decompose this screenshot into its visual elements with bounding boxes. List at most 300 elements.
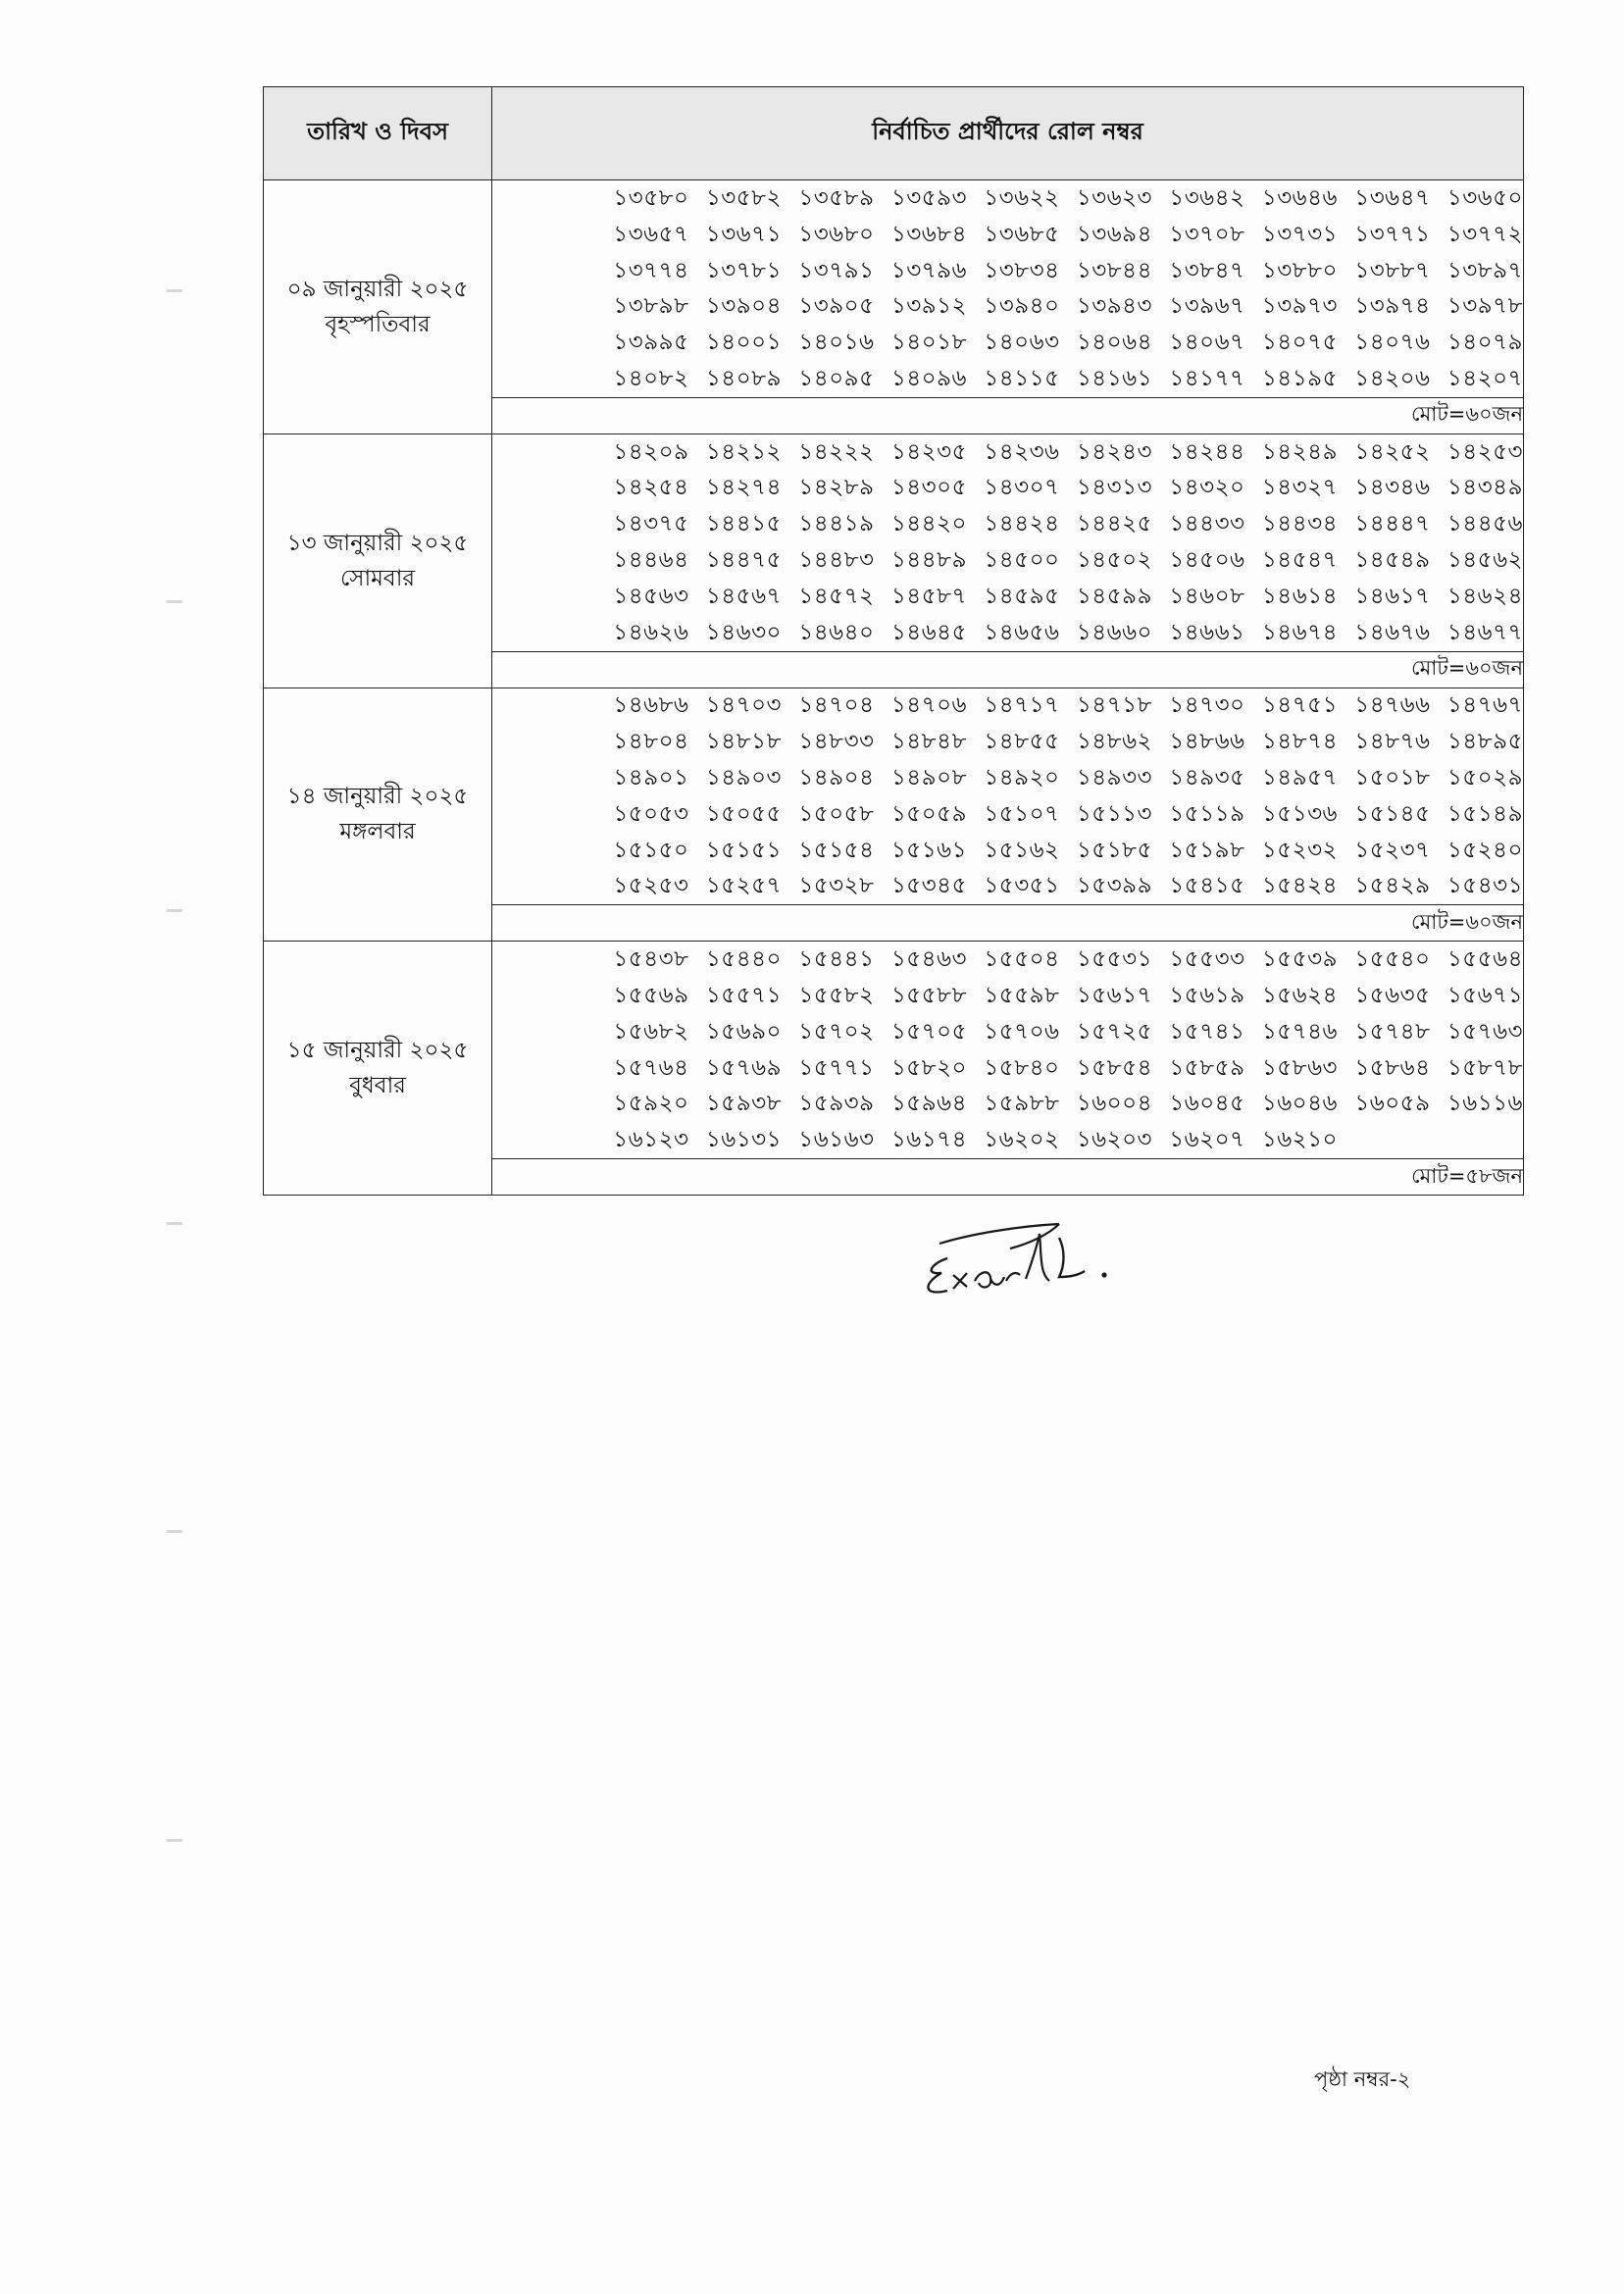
roll-number: ১৩৫৮২ (705, 184, 782, 211)
roll-number: ১৪৬৭৪ (1261, 619, 1338, 645)
roll-number: ১৫৯৬৪ (890, 1091, 967, 1117)
total-count (492, 651, 1523, 688)
roll-number: ১৪৮৭৬ (1354, 729, 1431, 755)
roll-number: ১৩৬৫৭ (613, 221, 689, 247)
roll-number: ১৩৬৪৬ (1261, 184, 1338, 211)
roll-number: ১৫৪৪১ (798, 946, 875, 973)
roll-number: ১৩৬৪২ (1169, 184, 1245, 211)
roll-number: ১৬২০৭ (1169, 1127, 1245, 1153)
roll-number: ১৩৭৭২ (1446, 221, 1523, 247)
roll-number: ১৪১১৫ (984, 365, 1060, 391)
roll-number: ১৫৩৪৫ (890, 873, 967, 899)
roll-number: ১৩৫৯৩ (890, 184, 967, 211)
roll-number: ১৪৬০৮ (1169, 583, 1245, 609)
roll-number: ১৫৭৬৯ (705, 1054, 782, 1081)
roll-number: ১৪৯০৪ (798, 765, 875, 791)
table-body (264, 180, 1524, 1196)
roll-number: ১৪২৭৪ (705, 475, 782, 501)
roll-number: ১৫৫৬৯ (613, 983, 689, 1009)
roll-number: ১৪০৭৬ (1354, 330, 1431, 356)
roll-row (596, 579, 1523, 615)
roll-number: ১৫৪৩৮ (613, 946, 689, 973)
exam-date: ১৫ জানুয়ারী ২০২৫ (286, 1038, 469, 1064)
roll-number: ১৩৮৯৮ (613, 293, 689, 320)
roll-row (596, 869, 1523, 905)
roll-number: ১৩৭৭৪ (613, 257, 689, 283)
signature-icon (912, 1204, 1128, 1312)
roll-number: ১৪৬২৪ (1446, 583, 1523, 609)
total-label: মোট=৬০জন (1411, 656, 1523, 681)
roll-number: ১৪০৮২ (613, 365, 689, 391)
roll-number: ১৪৫৪৯ (1354, 547, 1431, 574)
roll-number: ১৪৫৭২ (798, 583, 875, 609)
roll-number: ১৩৮৯৭ (1446, 257, 1523, 283)
roll-number: ১৬২০২ (984, 1127, 1060, 1153)
date-cell (264, 688, 492, 942)
roll-number: ১৫৫৭১ (705, 983, 782, 1009)
roll-row (596, 288, 1523, 325)
roll-number: ১৪৯২০ (984, 765, 1060, 791)
roll-number: ১৪৪৬৪ (613, 547, 689, 574)
date-cell (264, 942, 492, 1196)
roll-number: ১৪৯৩৫ (1169, 765, 1245, 791)
roll-number: ১৫৯৩৯ (798, 1091, 875, 1117)
roll-number: ১৪৫৬২ (1446, 547, 1523, 574)
roll-number: ১৫১৫০ (613, 837, 689, 863)
roll-row (596, 615, 1523, 651)
roll-number: ১৪৪৮৯ (890, 547, 967, 574)
total-label: মোট=৬০জন (1411, 402, 1523, 427)
roll-number: ১৪৪২৫ (1076, 511, 1152, 537)
roll-number: ১৪৩৪৯ (1446, 475, 1523, 501)
roll-number: ১৪৬৬১ (1169, 619, 1245, 645)
roll-number: ১৪০১৮ (890, 330, 967, 356)
roll-number: ১৪৩৪৬ (1354, 475, 1431, 501)
scan-speck (167, 289, 182, 292)
roll-number: ১৫৫৯৮ (984, 983, 1060, 1009)
roll-row (596, 833, 1523, 869)
roll-number: ১৩৮৮৭ (1354, 257, 1431, 283)
roll-number: ১৫৮৬৩ (1261, 1054, 1338, 1081)
roll-number: ১৫১৮৫ (1076, 837, 1152, 863)
roll-number: ১৩৭০৮ (1169, 221, 1245, 247)
roll-number: ১৩৯৭৪ (1354, 293, 1431, 320)
roll-number: ১৪৮৪৮ (890, 729, 967, 755)
roll-row (596, 796, 1523, 833)
scan-speck (167, 1222, 182, 1225)
roll-number: ১৪৯৫৭ (1261, 765, 1338, 791)
roll-number: ১৩৯০৫ (798, 293, 875, 320)
roll-number: ১৩৬৯৪ (1076, 221, 1152, 247)
roll-number: ১৪৮১৮ (705, 729, 782, 755)
roll-number: ১৪৭৬৬ (1354, 692, 1431, 719)
roll-number: ১৪৫৪৭ (1261, 547, 1338, 574)
roll-number: ১৫৪৩১ (1446, 873, 1523, 899)
roll-number: ১৪৯৩৩ (1076, 765, 1152, 791)
roll-number: ১৪১৯৫ (1261, 365, 1338, 391)
roll-number: ১৪৪১৫ (705, 511, 782, 537)
roll-number: ১৫৭৪১ (1169, 1018, 1245, 1045)
roll-number: ১৪৪৪৭ (1354, 511, 1431, 537)
roll-grid (596, 180, 1523, 397)
roll-number: ১৪৩০৫ (890, 475, 967, 501)
roll-number: ১৪৫৬৩ (613, 583, 689, 609)
roll-numbers-cell (492, 942, 1524, 1196)
roll-number: ১৪০০১ (705, 330, 782, 356)
roll-number: ১৫৭৬৪ (613, 1054, 689, 1081)
roll-number: ১৩৯৬৭ (1169, 293, 1245, 320)
roll-number: ১৫০৫৮ (798, 800, 875, 827)
roll-number: ১৩৬৮৫ (984, 221, 1060, 247)
roll-number: ১৩৯৪৩ (1076, 293, 1152, 320)
roll-number: ১৫১৫৪ (798, 837, 875, 863)
roll-number: ১৪৭৬৭ (1446, 692, 1523, 719)
roll-number: ১৪২০৬ (1354, 365, 1431, 391)
page-number: পৃষ্ঠা নম্বর-২ (1314, 2067, 1411, 2091)
roll-number: ১৪২২২ (798, 438, 875, 465)
roll-number: ১৫৬১৯ (1169, 983, 1245, 1009)
roll-number: ১৩৭৯৬ (890, 257, 967, 283)
roll-number: ১৪১৬১ (1076, 365, 1152, 391)
roll-number: ১৫৮৬৪ (1354, 1054, 1431, 1081)
roll-number: ১৪৪৮৩ (798, 547, 875, 574)
roll-number: ১৪২৫৪ (613, 475, 689, 501)
roll-row (596, 325, 1523, 361)
roll-number: ১৫৭৪৬ (1261, 1018, 1338, 1045)
roll-number: ১৪০৭৯ (1446, 330, 1523, 356)
roll-number: ১৬২১০ (1261, 1127, 1338, 1153)
exam-date: ১৩ জানুয়ারী ২০২৫ (286, 530, 469, 556)
roll-number: ১৬০৫৯ (1354, 1091, 1431, 1117)
roll-number: ১৩৬৮৪ (890, 221, 967, 247)
roll-number: ১৬০৪৬ (1261, 1091, 1338, 1117)
roll-number: ১৫১৬২ (984, 837, 1060, 863)
roll-number: ১৪৬৪৫ (890, 619, 967, 645)
roll-number: ১৩৬২৩ (1076, 184, 1152, 211)
roll-number: ১৪২৪৯ (1261, 438, 1338, 465)
roll-number: ১৪৩৭৫ (613, 511, 689, 537)
roll-number: ১৪৭৩০ (1169, 692, 1245, 719)
roll-number: ১৫৭৭১ (798, 1054, 875, 1081)
roll-number: ১৪৬৮৬ (613, 692, 689, 719)
roll-number: ১৪৯০১ (613, 765, 689, 791)
roll-number: ১৬০০৪ (1076, 1091, 1152, 1117)
roll-row (596, 506, 1523, 542)
roll-number: ১৪০৭৫ (1261, 330, 1338, 356)
roll-number: ১৪০৬৭ (1169, 330, 1245, 356)
roll-number: ১৪২৩৬ (984, 438, 1060, 465)
roll-number: ১৫৮২০ (890, 1054, 967, 1081)
roll-number: ১৩৮৮০ (1261, 257, 1338, 283)
roll-number: ১৫১১৩ (1076, 800, 1152, 827)
roll-row (596, 542, 1523, 579)
roll-number: ১৩৮৩৪ (984, 257, 1060, 283)
roll-number: ১৫৭২৫ (1076, 1018, 1152, 1045)
roll-number: ১৩৭৩১ (1261, 221, 1338, 247)
roll-number: ১৩৫৮০ (613, 184, 689, 211)
roll-number: ১৪৭০৩ (705, 692, 782, 719)
roll-number: ১৪২০৯ (613, 438, 689, 465)
roll-number: ১৪৬১৪ (1261, 583, 1338, 609)
date-group-row (264, 433, 1524, 688)
roll-number: ১৪০৬৪ (1076, 330, 1152, 356)
roll-number: ১৪২৮৯ (798, 475, 875, 501)
roll-number: ১৪২০৭ (1446, 365, 1523, 391)
roll-number: ১৪৬৩০ (705, 619, 782, 645)
roll-number: ১৪৩১৩ (1076, 475, 1152, 501)
roll-number: ১৫৫৩৯ (1261, 946, 1338, 973)
roll-row (596, 760, 1523, 796)
table-header-row (264, 87, 1524, 180)
roll-number: ১৪৬৬০ (1076, 619, 1152, 645)
roll-number: ১৫৪১৫ (1169, 873, 1245, 899)
roll-number: ১৫২৩৭ (1354, 837, 1431, 863)
roll-number: ১৫৪২৪ (1261, 873, 1338, 899)
date-group-row (264, 942, 1524, 1196)
roll-number: ১৪১৭৭ (1169, 365, 1245, 391)
roll-row (596, 1087, 1523, 1123)
roll-number: ১৫১৪৯ (1446, 800, 1523, 827)
roll-number: ১৪২৫৩ (1446, 438, 1523, 465)
total-label: মোট=৫৮জন (1411, 1163, 1523, 1188)
exam-day: সোমবার (339, 565, 416, 591)
roll-number: ১৫১৩৬ (1261, 800, 1338, 827)
roll-row (596, 942, 1523, 978)
roll-number: ১৫৫৮৮ (890, 983, 967, 1009)
roll-number: ১৪৮৬৬ (1169, 729, 1245, 755)
roll-number: ১৪৫৯৯ (1076, 583, 1152, 609)
roll-row (596, 978, 1523, 1014)
roll-number: ১৫৫৪০ (1354, 946, 1431, 973)
scan-speck (167, 909, 182, 912)
roll-number: ১৪০৬৩ (984, 330, 1060, 356)
roll-number: ১৪০৯৬ (890, 365, 967, 391)
roll-number: ১৪৫০২ (1076, 547, 1152, 574)
date-column-header: তারিখ ও দিবস (264, 87, 492, 180)
roll-number: ১৬১৬৩ (798, 1127, 875, 1153)
roll-number: ১৪২৪৩ (1076, 438, 1152, 465)
roll-number: ১৪৪২৪ (984, 511, 1060, 537)
date-cell (264, 433, 492, 688)
exam-day: মঙ্গলবার (339, 819, 416, 845)
total-count (492, 397, 1523, 433)
roll-number: ১৫৭০২ (798, 1018, 875, 1045)
roll-number: ১৩৬৮০ (798, 221, 875, 247)
exam-day: বুধবার (349, 1073, 406, 1099)
roll-number: ১৫৮৫৪ (1076, 1054, 1152, 1081)
roll-row (596, 1122, 1523, 1158)
roll-number: ১৪৭৫১ (1261, 692, 1338, 719)
roll-number: ১৪৬৭৬ (1354, 619, 1431, 645)
roll-number: ১৫৯৮৮ (984, 1091, 1060, 1117)
roll-number: ১৪৫৬৭ (705, 583, 782, 609)
roll-number: ১৩৬৫০ (1446, 184, 1523, 211)
roll-number: ১৪৮০৪ (613, 729, 689, 755)
roll-number: ১৪৮৯৫ (1446, 729, 1523, 755)
roll-number: ১৪৭০৬ (890, 692, 967, 719)
roll-number: ১৪৭১৮ (1076, 692, 1152, 719)
roll-grid (596, 688, 1523, 905)
roll-number: ১৫০৫৩ (613, 800, 689, 827)
roll-number: ১৫৩৯৯ (1076, 873, 1152, 899)
roll-number-table (263, 86, 1524, 1196)
roll-row (596, 1014, 1523, 1050)
scan-speck (167, 1839, 182, 1842)
scan-speck (167, 1530, 182, 1533)
roll-number: ১৪৮৬২ (1076, 729, 1152, 755)
roll-number: ১৩৮৪৭ (1169, 257, 1245, 283)
roll-number: ১৫৫৩৩ (1169, 946, 1245, 973)
roll-number: ১৪২৩৫ (890, 438, 967, 465)
roll-number: ১৫৬৯০ (705, 1018, 782, 1045)
roll-number: ১৪৪১৯ (798, 511, 875, 537)
roll-number: ১৪৩০৭ (984, 475, 1060, 501)
exam-date: ০৯ জানুয়ারী ২০২৫ (286, 276, 469, 302)
roll-number: ১৪৮৫৫ (984, 729, 1060, 755)
roll-numbers-cell (492, 180, 1524, 434)
roll-number: ১৪৬৪০ (798, 619, 875, 645)
roll-row (596, 253, 1523, 289)
roll-numbers-cell (492, 433, 1524, 688)
roll-number: ১৫৬৭১ (1446, 983, 1523, 1009)
roll-number: ১৪৮৭৪ (1261, 729, 1338, 755)
roll-number: ১৫৭৬৩ (1446, 1018, 1523, 1045)
total-count (492, 904, 1523, 941)
roll-number: ১৪৪২০ (890, 511, 967, 537)
roll-number: ১৩৯৭৮ (1446, 293, 1523, 320)
roll-number: ১৪৪৭৫ (705, 547, 782, 574)
roll-number: ১৪৫০৬ (1169, 547, 1245, 574)
date-group-row (264, 688, 1524, 942)
roll-number: ১৩৯০৪ (705, 293, 782, 320)
total-label: মোট=৬০জন (1411, 909, 1523, 934)
roll-number: ১৪৬২৬ (613, 619, 689, 645)
roll-number: ১৫২৫৩ (613, 873, 689, 899)
roll-number: ১৫৮৪০ (984, 1054, 1060, 1081)
roll-number: ১৪৭০৪ (798, 692, 875, 719)
roll-number: ১৫১০৭ (984, 800, 1060, 827)
roll-number: ১৫৪৬৩ (890, 946, 967, 973)
roll-number: ১৪৪৫৬ (1446, 511, 1523, 537)
roll-number: ১৫৭০৬ (984, 1018, 1060, 1045)
roll-number: ১৫৫০৪ (984, 946, 1060, 973)
roll-number: ১৪৮৩৩ (798, 729, 875, 755)
scan-speck (167, 600, 182, 603)
roll-number: ১৫২৪০ (1446, 837, 1523, 863)
roll-number: ১৩৭৮১ (705, 257, 782, 283)
roll-number: ১৫৫৩১ (1076, 946, 1152, 973)
roll-row (596, 724, 1523, 760)
roll-number: ১৫৯৩৮ (705, 1091, 782, 1117)
roll-number: ১৩৯৭৩ (1261, 293, 1338, 320)
roll-number: ১৪৩২০ (1169, 475, 1245, 501)
roll-number: ১৩৯১২ (890, 293, 967, 320)
roll-row (596, 688, 1523, 725)
roll-number: ১৫৬২৪ (1261, 983, 1338, 1009)
roll-number: ১৩৬৪৭ (1354, 184, 1431, 211)
roll-number: ১৪৬৭৭ (1446, 619, 1523, 645)
roll-row (596, 1050, 1523, 1087)
roll-number: ১৫৮৭৮ (1446, 1054, 1523, 1081)
roll-row (596, 434, 1523, 471)
roll-number: ১৩৯৯৫ (613, 330, 689, 356)
roll-number: ১৪০৮৯ (705, 365, 782, 391)
roll-grid (596, 434, 1523, 651)
exam-day: বৃহস্পতিবার (325, 311, 431, 337)
roll-number: ১৬১২৩ (613, 1127, 689, 1153)
roll-number: ১৩৭৭১ (1354, 221, 1431, 247)
roll-number: ১৫৭০৫ (890, 1018, 967, 1045)
roll-number: ১৫৩২৮ (798, 873, 875, 899)
roll-number: ১৪৭১৭ (984, 692, 1060, 719)
roll-number: ১৪৩২৭ (1261, 475, 1338, 501)
roll-number: ১৪৬৫৬ (984, 619, 1060, 645)
roll-number: ১৪৪৩৪ (1261, 511, 1338, 537)
roll-number: ১৫১৪৫ (1354, 800, 1431, 827)
roll-row (596, 361, 1523, 397)
roll-number: ১৪০৯৫ (798, 365, 875, 391)
exam-date: ১৪ জানুয়ারী ২০২৫ (286, 784, 469, 810)
roll-number: ১৩৯৪০ (984, 293, 1060, 320)
roll-number: ১৪৫৯৫ (984, 583, 1060, 609)
roll-number: ১৫৫৮২ (798, 983, 875, 1009)
roll-number: ১৫৬৩৫ (1354, 983, 1431, 1009)
total-count (492, 1158, 1523, 1195)
roll-number: ১৫১৬১ (890, 837, 967, 863)
roll-number: ১৪২৪৪ (1169, 438, 1245, 465)
roll-number: ১৪২৫২ (1354, 438, 1431, 465)
roll-number: ১৬০৪৫ (1169, 1091, 1245, 1117)
roll-number: ১৬১৩১ (705, 1127, 782, 1153)
roll-number: ১৫১৯৮ (1169, 837, 1245, 863)
roll-number: ১৪৬১৭ (1354, 583, 1431, 609)
roll-number: ১৪০১৬ (798, 330, 875, 356)
roll-number: ১৫৪২৯ (1354, 873, 1431, 899)
roll-number: ১৫০১৮ (1354, 765, 1431, 791)
roll-row (596, 217, 1523, 253)
roll-number: ১৩৮৪৪ (1076, 257, 1152, 283)
roll-number: ১৪৫০০ (984, 547, 1060, 574)
roll-number: ১৩৭৯১ (798, 257, 875, 283)
roll-row (596, 180, 1523, 217)
date-group-row (264, 180, 1524, 434)
roll-row (596, 471, 1523, 507)
roll-number: ১৪৯০৩ (705, 765, 782, 791)
roll-number: ১৫৪৪০ (705, 946, 782, 973)
roll-number: ১৫০৫৫ (705, 800, 782, 827)
roll-number: ১৩৬২২ (984, 184, 1060, 211)
roll-number: ১৬২০৩ (1076, 1127, 1152, 1153)
roll-number: ১৬১৭৪ (890, 1127, 967, 1153)
roll-number: ১৫৭৪৮ (1354, 1018, 1431, 1045)
roll-number: ১৪২১২ (705, 438, 782, 465)
roll-number: ১৪৯০৮ (890, 765, 967, 791)
roll-grid (596, 942, 1523, 1158)
roll-number: ১৫৬৮২ (613, 1018, 689, 1045)
roll-number: ১৫১১৯ (1169, 800, 1245, 827)
roll-column-header: নির্বাচিত প্রার্থীদের রোল নম্বর (492, 87, 1524, 180)
roll-number: ১৬১১৬ (1446, 1091, 1523, 1117)
roll-number: ১৪৫৮৭ (890, 583, 967, 609)
roll-number: ১৫৩৫১ (984, 873, 1060, 899)
roll-number: ১৫০৫৯ (890, 800, 967, 827)
roll-number: ১৫৯২০ (613, 1091, 689, 1117)
roll-number: ১৫৬১৭ (1076, 983, 1152, 1009)
roll-number: ১৫২৫৭ (705, 873, 782, 899)
roll-number: ১৫২৩২ (1261, 837, 1338, 863)
roll-number: ১৫০২৯ (1446, 765, 1523, 791)
roll-number: ১৪৪৩৩ (1169, 511, 1245, 537)
